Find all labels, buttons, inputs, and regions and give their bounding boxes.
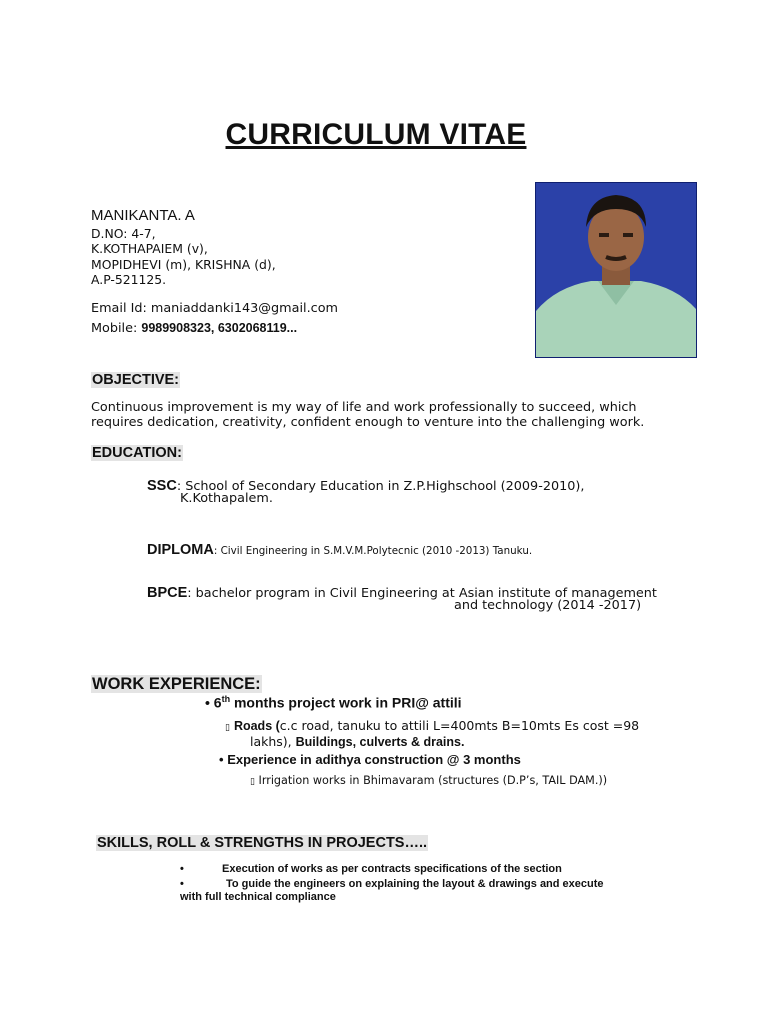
skills-item: • To guide the engineers on explaining the layout & drawings and execute [180,878,604,890]
work-item: • 6th months project work in PRI@ attili [205,694,462,711]
work-item: • Experience in adithya construction @ 3 months [219,752,521,767]
work-subitem: ▯ Roads (c.c road, tanuku to attili L=400mts B=10mts Es cost =98 [225,718,640,733]
education-heading: EDUCATION: [92,445,182,461]
work-heading: WORK EXPERIENCE: [92,675,261,693]
mobile-row [91,321,297,336]
ssc-detail: : School of Secondary Education in Z.P.Highschool (2009-2010), [176,479,585,494]
checkbox-glyph-icon: ▯ [250,777,255,787]
education-diploma [147,539,532,558]
person-photo-icon [536,183,696,357]
email-value[interactable]: maniaddanki143@gmail.com [150,301,339,316]
bullet-icon: • [219,752,224,767]
objective-line: requires dedication, creativity, confident enough to venture into the challenging work. [91,415,645,430]
email-label: Email Id: [91,301,147,316]
ssc-detail-cont: K.Kothapalem. [180,491,273,506]
page-title: CURRICULUM VITAE [225,118,527,151]
bullet-icon: • [205,694,210,711]
address-line: MOPIDHEVI (m), KRISHNA (d), [91,257,276,272]
bpce-detail: : bachelor program in Civil Engineering at Asian institute of management [187,586,657,601]
bullet-icon: • [180,863,184,875]
address-line: A.P-521125. [91,272,167,287]
ssc-label: SSC [147,478,177,494]
objective-text [91,400,644,430]
bullet-icon: • [180,878,184,890]
work-subitem: ▯ Irrigation works in Bhimavaram (structures (D.P’s, TAIL DAM.)) [250,774,608,787]
candidate-name: MANIKANTA. A [91,207,195,224]
skills-item-cont: with full technical compliance [180,891,336,903]
objective-heading: OBJECTIVE: [92,372,180,388]
address-line: K.KOTHAPAIEM (v), [91,241,208,256]
work-subitem-cont: lakhs), Buildings, culverts & drains. [250,734,465,749]
address-line: D.NO: 4-7, [91,226,156,241]
mobile-label: Mobile: [91,321,138,336]
objective-line: Continuous improvement is my way of life and work professionally to succeed, which [91,400,637,415]
profile-photo [535,182,697,358]
bpce-detail-cont: and technology (2014 -2017) [454,598,642,613]
checkbox-glyph-icon: ▯ [225,723,230,733]
diploma-label: DIPLOMA [147,542,214,558]
bpce-label: BPCE [147,585,188,601]
mobile-value: 9989908323, 6302068119... [141,321,298,335]
email-row [91,301,338,316]
skills-item: • Execution of works as per contracts specifications of the section [180,863,562,875]
skills-heading: SKILLS, ROLL & STRENGTHS IN PROJECTS….. [97,835,428,851]
diploma-detail: : Civil Engineering in S.M.V.M.Polytecnic (2010 -2013) Tanuku. [213,545,533,557]
